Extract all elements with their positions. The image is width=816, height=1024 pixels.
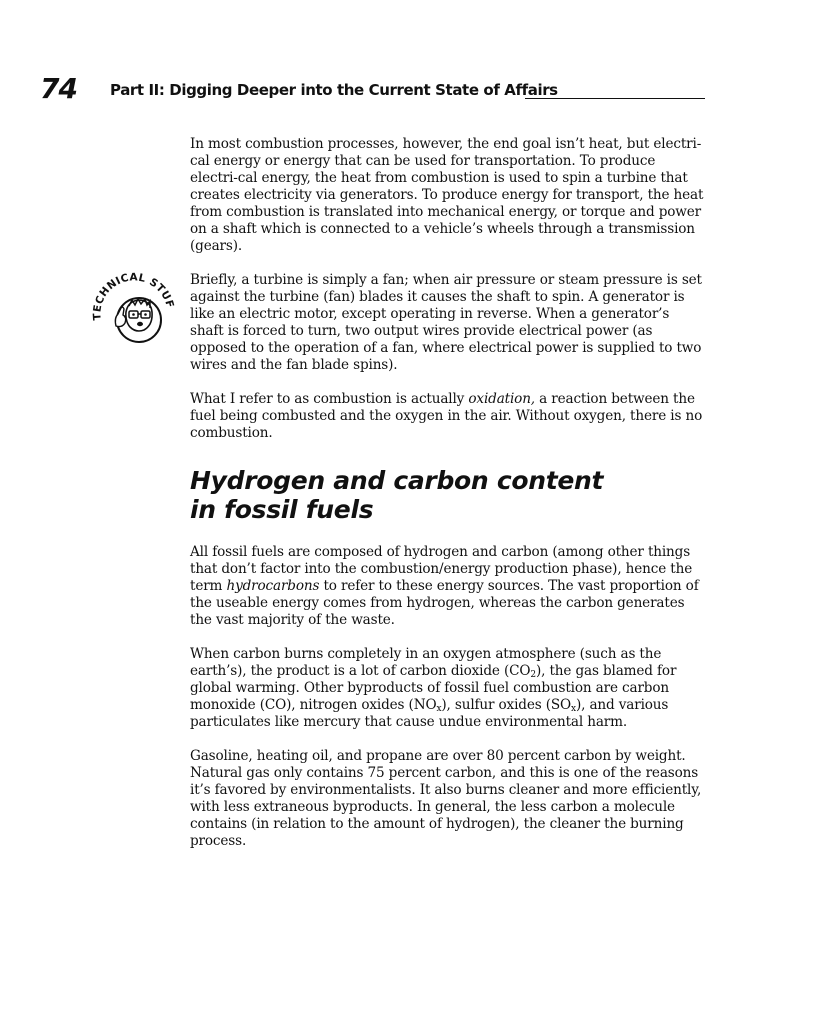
technical-stuff-label: TECHNICAL STUF <box>92 271 176 321</box>
paragraph: Gasoline, heating oil, and propane are over 80 percent carbon by weight. Natural gas only contains 75 percent carbon, and this is one of the reasons it’s favored by environmentalists. It also burns cleaner and more efficiently, with less extraneous byproducts. In general, the less carbon a molecule contains (in relation to the amount of hydrogen), the cleaner the burning process. <box>190 748 702 849</box>
body-content <box>190 136 706 867</box>
header-rule <box>525 98 705 99</box>
part-title: Part II: Digging Deeper into the Current State of Affairs <box>110 81 558 99</box>
technical-stuff-icon <box>92 268 176 352</box>
paragraph: When carbon burns completely in an oxygen atmosphere (such as the earth’s), the product is a lot of carbon dioxide $(CO_2)$, the gas blamed for global warming. Other byproducts of fossil fuel combustion are carbon monoxide (CO), nitrogen oxides $(NO_x)$, sulfur oxides $(SO_x)$, and various particulates like mercury that cause undue environmental harm. <box>190 646 677 730</box>
paragraph: What I refer to as combustion is actually oxidation, a reaction between the fuel being combusted and the oxygen in the air. Without oxygen, there is no combustion. <box>190 391 703 441</box>
page-number: 74 <box>40 72 77 105</box>
paragraph: In most combustion processes, however, the end goal isn’t heat, but electri-cal energy or energy that can be used for transportation. To produce electri-cal energy, the heat from combustion is used to spin a turbine that creates electricity via generators. To produce energy for transport, the heat from combustion is translated into mechanical energy, or torque and power on a shaft which is connected to a vehicle’s wheels through a transmission (gears). <box>190 136 704 254</box>
paragraph: All fossil fuels are composed of hydrogen and carbon (among other things that don’t factor into the combustion/energy production phase), hence the term hydrocarbons to refer to these energy sources. The vast proportion of the useable energy comes from hydrogen, whereas the carbon generates the vast majority of the waste. <box>190 544 699 628</box>
technical-stuff-icon-graphic <box>92 268 176 352</box>
paragraph: Briefly, a turbine is simply a fan; when air pressure or steam pressure is set against the turbine (fan) blades it causes the shaft to spin. A generator is like an electric motor, except operating in reverse. When a generator’s shaft is forced to turn, two output wires provide electrical power (as opposed to the operation of a fan, where electrical power is supplied to two wires and the fan blade spins). <box>190 272 702 373</box>
page-header <box>40 72 710 108</box>
section-heading: Hydrogen and carbon content in fossil fuels <box>190 466 604 524</box>
